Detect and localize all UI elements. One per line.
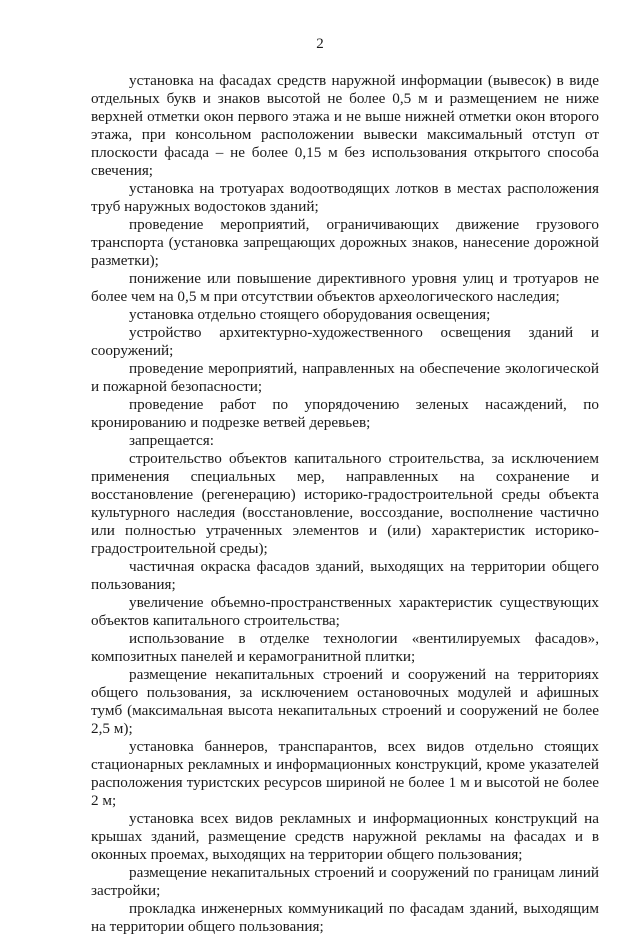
document-body <box>91 72 599 936</box>
paragraph: прокладка инженерных коммуникаций по фасадам зданий, выходящим на территории общего пользования; <box>91 900 599 935</box>
paragraph: установка всех видов рекламных и информационных конструкций на крышах зданий, размещение средств наружной рекламы на фасадах и в оконных проемах, выходящих на территории общего пользования; <box>91 810 599 863</box>
page-number: 2 <box>316 36 324 52</box>
paragraph: установка на тротуарах водоотводящих лотков в местах расположения труб наружных водостоков зданий; <box>91 180 599 215</box>
paragraph: строительство объектов капитального строительства, за исключением применения специальных мер, направленных на сохранение и восстановление (регенерацию) историко-градостроительной среды объекта культурного наследия (восстановление, воссоздание, восполнение частично или полностью утраченных элементов и (или) характеристик историко-градостроительной среды); <box>91 450 599 557</box>
paragraph: устройство архитектурно-художественного освещения зданий и сооружений; <box>91 324 599 359</box>
paragraph: размещение некапитальных строений и сооружений на территориях общего пользования, за исключением остановочных модулей и афишных тумб (максимальная высота некапитальных строений и сооружений не более 2,5 м); <box>91 666 599 737</box>
paragraph: проведение мероприятий, направленных на обеспечение экологической и пожарной безопасности; <box>91 360 599 395</box>
paragraph: использование в отделке технологии «вентилируемых фасадов», композитных панелей и керамогранитной плитки; <box>91 630 599 665</box>
paragraph: установка баннеров, транспарантов, всех видов отдельно стоящих стационарных рекламных и информационных конструкций, кроме указателей расположения туристских ресурсов шириной не более 1 м и высотой не более 2 м; <box>91 738 599 809</box>
paragraph: проведение мероприятий, ограничивающих движение грузового транспорта (установка запрещающих дорожных знаков, нанесение дорожной разметки); <box>91 216 599 269</box>
paragraph: размещение некапитальных строений и сооружений по границам линий застройки; <box>91 864 599 899</box>
paragraph: понижение или повышение директивного уровня улиц и тротуаров не более чем на 0,5 м при отсутствии объектов археологического наследия; <box>91 270 599 305</box>
paragraph: увеличение объемно-пространственных характеристик существующих объектов капитального строительства; <box>91 594 599 629</box>
section-heading: запрещается: <box>129 432 214 449</box>
paragraph: установка отдельно стоящего оборудования освещения; <box>129 306 491 323</box>
paragraph: установка на фасадах средств наружной информации (вывесок) в виде отдельных букв и знаков высотой не более 0,5 м и размещением не ниже верхней отметки окон первого этажа и не выше нижней отметки окон второго этажа, при консольном расположении вывески максимальный отступ от плоскости фасада – не более 0,15 м без использования открытого способа свечения; <box>91 72 599 179</box>
paragraph: проведение работ по упорядочению зеленых насаждений, по кронированию и подрезке ветвей деревьев; <box>91 396 599 431</box>
paragraph: частичная окраска фасадов зданий, выходящих на территории общего пользования; <box>91 558 599 593</box>
